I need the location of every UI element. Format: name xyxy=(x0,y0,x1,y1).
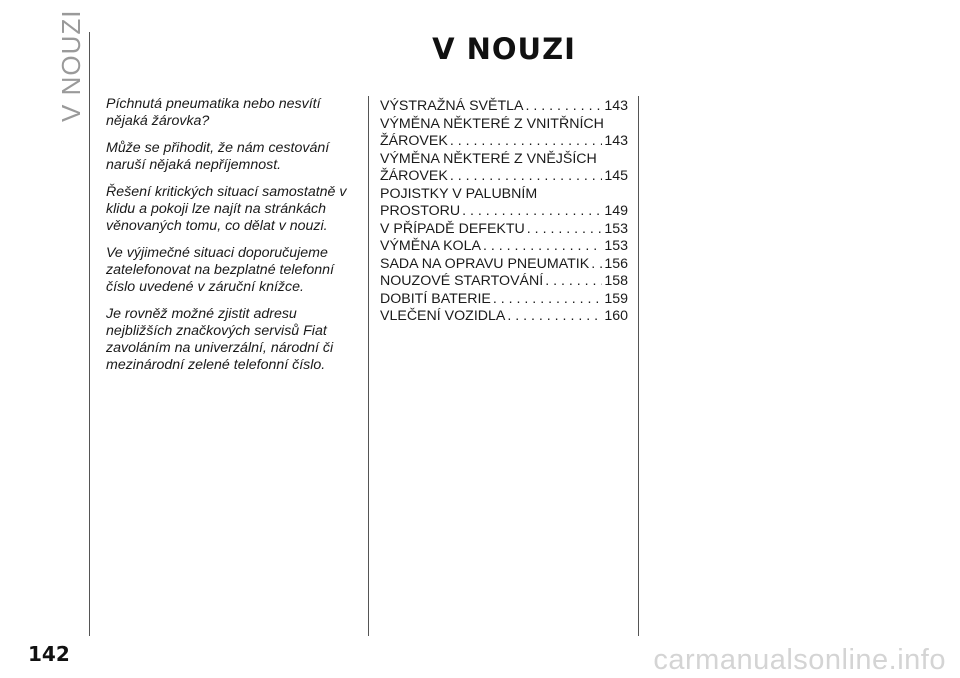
toc-page-number: 160 xyxy=(604,308,628,324)
toc-item-label: V PŘÍPADĚ DEFEKTU xyxy=(380,220,525,237)
toc-page-number: 158 xyxy=(604,273,628,289)
toc-item[interactable] xyxy=(380,116,628,151)
toc-item[interactable] xyxy=(380,98,628,116)
toc-page-number: 143 xyxy=(604,133,628,149)
toc-item-label: VLEČENÍ VOZIDLA xyxy=(380,308,506,324)
section-tab: V NOUZI xyxy=(56,9,86,122)
intro-paragraph: Píchnutá pneumatika nebo nesvítí nějaká žárovka? xyxy=(106,96,321,129)
toc-item-label: ŽÁROVEK xyxy=(380,133,448,149)
toc-item-label: SADA NA OPRAVU PNEUMATIK xyxy=(380,255,590,272)
toc-item-label: NOUZOVÉ STARTOVÁNÍ xyxy=(380,273,544,289)
toc-item-label: VÝMĚNA NĚKTERÉ Z VNĚJŠÍCH xyxy=(380,150,597,167)
toc-item[interactable] xyxy=(380,238,628,256)
toc-item-label: VÝSTRAŽNÁ SVĚTLA xyxy=(380,98,524,114)
toc-page-number: 143 xyxy=(604,98,628,114)
toc-page-number: 156 xyxy=(604,255,628,272)
watermark: carmanualsonline.info xyxy=(653,644,946,676)
toc-item[interactable] xyxy=(380,291,628,309)
toc-item[interactable] xyxy=(380,273,628,291)
toc-page-number: 153 xyxy=(604,220,628,237)
toc-item-label: VÝMĚNA NĚKTERÉ Z VNITŘNÍCH xyxy=(380,115,604,132)
intro-text xyxy=(106,96,358,384)
toc-page-number: 153 xyxy=(604,238,628,254)
toc-item[interactable] xyxy=(380,308,628,326)
toc-item[interactable] xyxy=(380,221,628,239)
toc-item[interactable] xyxy=(380,256,628,274)
toc-page-number: 149 xyxy=(604,203,628,219)
page-title: V NOUZI xyxy=(432,32,576,66)
toc-item-label: VÝMĚNA KOLA xyxy=(380,238,481,254)
intro-paragraph: Ve výjimečné situaci doporučujeme zatelefonovat na bezplatné telefonní číslo uvedené v záruční knížce. xyxy=(106,245,334,295)
toc-item[interactable] xyxy=(380,151,628,186)
intro-paragraph: Může se přihodit, že nám cestování naruší nějaká nepříjemnost. xyxy=(106,140,330,173)
column-divider-right xyxy=(638,96,639,636)
intro-paragraph: Je rovněž možné zjistit adresu nejbližších značkových servisů Fiat zavoláním na univerzální, národní či mezinárodní zelené telefonní číslo. xyxy=(106,306,334,373)
intro-paragraph: Řešení kritických situací samostatně v klidu a pokoji lze najít na stránkách věnovaných tomu, co dělat v nouzi. xyxy=(106,184,347,234)
toc-item[interactable] xyxy=(380,186,628,221)
toc-page-number: 159 xyxy=(604,290,628,307)
side-divider xyxy=(89,32,90,636)
toc-item-label: PROSTORU xyxy=(380,203,461,219)
toc-item-label: POJISTKY V PALUBNÍM xyxy=(380,185,538,202)
table-of-contents xyxy=(380,98,628,326)
toc-page-number: 145 xyxy=(604,168,628,184)
column-divider-left xyxy=(368,96,369,636)
toc-item-label: ŽÁROVEK xyxy=(380,168,448,184)
page-number: 142 xyxy=(28,642,70,666)
toc-item-label: DOBITÍ BATERIE xyxy=(380,290,491,307)
